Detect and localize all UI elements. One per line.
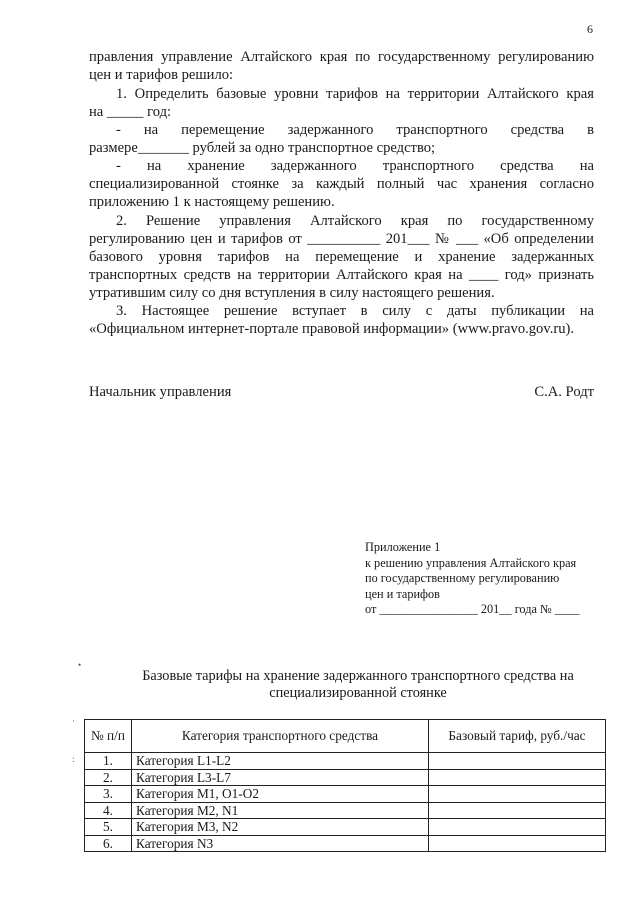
item-1-sub-1-line-1: - на перемещение задержанного транспортного средства в	[116, 122, 594, 138]
item-1-sub-2-line-2: специализированной стоянке за каждый полный час хранения согласно	[89, 176, 594, 192]
row-num: 3.	[85, 786, 132, 803]
header-category: Категория транспортного средства	[132, 720, 429, 753]
item-1-line-1: 1. Определить базовые уровни тарифов на территории Алтайского края	[116, 86, 594, 102]
signature-name: С.А. Родт	[534, 384, 594, 400]
row-category: Категория L3-L7	[132, 769, 429, 786]
table-row	[85, 802, 606, 819]
item-2-line-2: регулированию цен и тарифов от __________ 201___ № ___ «Об определении	[89, 231, 594, 247]
appendix-line-4: цен и тарифов	[365, 586, 440, 601]
row-tariff	[429, 753, 606, 770]
row-category: Категория N3	[132, 835, 429, 852]
signature-position: Начальник управления	[89, 384, 232, 400]
appendix-line-2: к решению управления Алтайского края	[365, 555, 577, 570]
row-num: 1.	[85, 753, 132, 770]
table-row	[85, 786, 606, 803]
table-title	[110, 668, 606, 702]
row-tariff	[429, 835, 606, 852]
item-3-line-2: «Официальном интернет-портале правовой информации» (www.pravo.gov.ru).	[89, 321, 575, 337]
item-3-line-1: 3. Настоящее решение вступает в силу с даты публикации на	[116, 303, 594, 319]
row-tariff	[429, 802, 606, 819]
item-1-sub-2-line-3: приложению 1 к настоящему решению.	[89, 194, 335, 210]
row-tariff	[429, 769, 606, 786]
item-2-line-5: утратившим силу со дня вступления в силу настоящего решения.	[89, 285, 495, 301]
appendix-line-5: от ________________ 201__ года № ____	[365, 602, 580, 616]
appendix-line-1: Приложение 1	[365, 540, 441, 554]
item-2-line-3: базового уровня тарифов на перемещение и хранение задержанных	[89, 249, 594, 265]
intro-line-1: правления управление Алтайского края по государственному регулированию	[89, 49, 594, 65]
row-category: Категория M1, O1-O2	[132, 786, 429, 803]
row-category: Категория M3, N2	[132, 819, 429, 836]
row-tariff	[429, 786, 606, 803]
row-num: 4.	[85, 802, 132, 819]
table-title-line-2: специализированной стоянке	[269, 685, 447, 701]
table-row	[85, 835, 606, 852]
header-num: № п/п	[85, 720, 132, 753]
page-number: 6	[587, 22, 593, 36]
item-2-line-4: транспортных средств на территории Алтайского края на ____ год» признать	[89, 267, 594, 283]
signature-block	[89, 384, 594, 401]
table-header-row	[85, 720, 606, 753]
row-num: 6.	[85, 835, 132, 852]
row-category: Категория M2, N1	[132, 802, 429, 819]
tariffs-table	[84, 719, 606, 852]
intro-line-2: цен и тарифов решило:	[89, 67, 234, 83]
row-category: Категория L1-L2	[132, 753, 429, 770]
scan-speck: ·	[72, 716, 75, 726]
row-num: 5.	[85, 819, 132, 836]
item-1-line-2: на _____ год:	[89, 104, 172, 120]
table-title-line-1: Базовые тарифы на хранение задержанного транспортного средства на	[142, 668, 574, 684]
item-1-sub-2-line-1: - на хранение задержанного транспортного средства на	[116, 158, 594, 174]
table-row	[85, 819, 606, 836]
item-1-sub-1-line-2: размере_______ рублей за одно транспортное средство;	[89, 140, 436, 156]
item-2-line-1: 2. Решение управления Алтайского края по государственному	[116, 213, 594, 229]
table-row	[85, 753, 606, 770]
header-tariff: Базовый тариф, руб./час	[429, 720, 606, 753]
row-num: 2.	[85, 769, 132, 786]
table-row	[85, 769, 606, 786]
scan-speck: •	[78, 660, 82, 670]
appendix-block	[365, 540, 605, 618]
row-tariff	[429, 819, 606, 836]
scan-speck: :	[72, 754, 75, 764]
appendix-line-3: по государственному регулированию	[365, 571, 560, 585]
